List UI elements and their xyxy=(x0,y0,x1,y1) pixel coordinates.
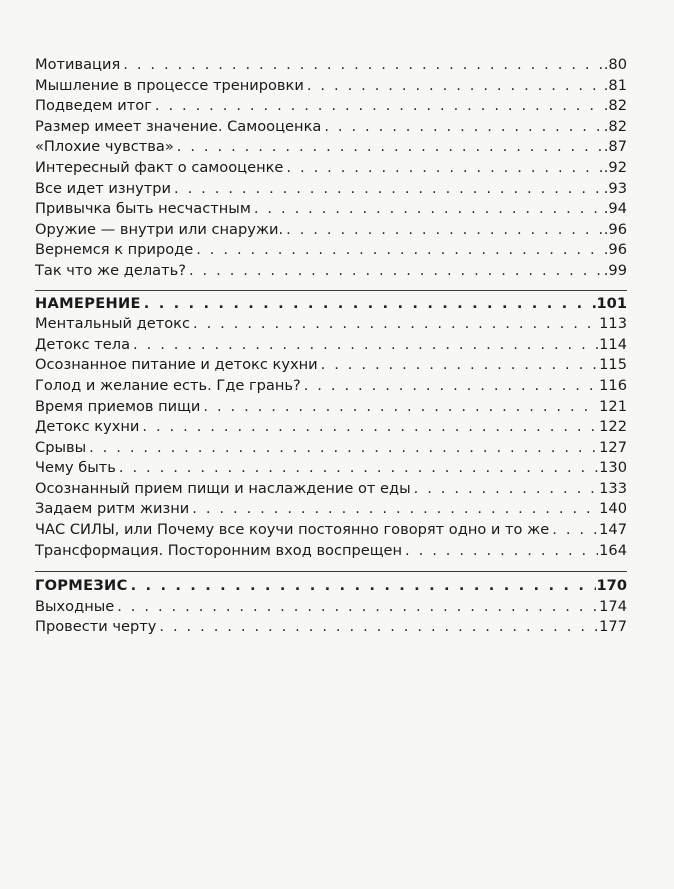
table-of-contents xyxy=(35,55,627,638)
toc-entry[interactable] xyxy=(35,376,627,397)
toc-entry-title: Мышление в процессе тренировки xyxy=(35,76,304,94)
toc-entry-title: Осознанный прием пищи и наслаждение от еды xyxy=(35,479,411,497)
toc-entry[interactable] xyxy=(35,240,627,261)
toc-entry-page: 121 xyxy=(599,397,627,415)
dot-leader xyxy=(119,458,598,479)
dot-leader xyxy=(174,179,603,200)
dot-leader xyxy=(552,520,598,541)
toc-entry-title: Подведем итог xyxy=(35,97,152,115)
dot-leader xyxy=(405,541,598,562)
toc-entry[interactable] xyxy=(35,438,627,459)
dot-leader xyxy=(133,335,598,356)
toc-entry-title: Так что же делать? xyxy=(35,261,186,279)
toc-entry-title: Голод и желание есть. Где грань? xyxy=(35,376,301,394)
dot-leader xyxy=(254,199,603,220)
toc-entry[interactable] xyxy=(35,76,627,97)
toc-section-intention xyxy=(35,294,627,562)
toc-entry-page: .81 xyxy=(603,76,627,94)
dot-leader xyxy=(286,158,602,179)
toc-entry-page: .82 xyxy=(603,97,627,115)
toc-entry[interactable] xyxy=(35,117,627,138)
toc-entry-page: 164 xyxy=(599,541,627,559)
toc-entry-page: 130 xyxy=(599,459,627,477)
dot-leader xyxy=(286,220,603,241)
dot-leader xyxy=(142,417,598,438)
toc-entry-page: 174 xyxy=(599,597,627,615)
section-divider xyxy=(35,290,627,291)
toc-group-intro xyxy=(35,55,627,282)
toc-entry-title: Задаем ритм жизни xyxy=(35,500,190,518)
toc-entry-page: .80 xyxy=(603,56,627,73)
dot-leader xyxy=(123,55,603,76)
toc-entry-page: .99 xyxy=(603,261,627,279)
dot-leader xyxy=(203,397,598,418)
toc-section-heading[interactable] xyxy=(35,294,627,315)
toc-entry[interactable] xyxy=(35,479,627,500)
toc-entry-page: 114 xyxy=(599,335,627,353)
toc-entry[interactable] xyxy=(35,417,627,438)
toc-entry-title: Провести черту xyxy=(35,618,157,636)
toc-entry-title: Осознанное питание и детокс кухни xyxy=(35,356,318,374)
dot-leader xyxy=(117,597,598,618)
toc-entry-title: Вернемся к природе xyxy=(35,241,194,259)
toc-entry-title: Срывы xyxy=(35,438,87,456)
dot-leader xyxy=(89,438,598,459)
dot-leader xyxy=(321,355,599,376)
toc-entry-page: .96 xyxy=(603,220,627,238)
toc-entry-page: .82 xyxy=(603,117,627,135)
toc-entry-title: Мотивация xyxy=(35,56,121,73)
toc-entry[interactable] xyxy=(35,499,627,520)
dot-leader xyxy=(177,137,603,158)
toc-entry-title: Выходные xyxy=(35,597,115,615)
toc-entry-title: «Плохие чувства» xyxy=(35,138,174,156)
toc-entry-page: 140 xyxy=(599,500,627,518)
toc-entry-page: .87 xyxy=(603,138,627,156)
toc-entry[interactable] xyxy=(35,597,627,618)
toc-entry[interactable] xyxy=(35,158,627,179)
toc-entry[interactable] xyxy=(35,179,627,200)
toc-section-heading[interactable] xyxy=(35,576,627,597)
toc-entry-title: Ментальный детокс xyxy=(35,315,191,333)
toc-entry-page: .93 xyxy=(603,179,627,197)
toc-entry[interactable] xyxy=(35,541,627,562)
toc-entry-title: ЧАС СИЛЫ, или Почему все коучи постоянно говорят одно и то же xyxy=(35,521,550,539)
dot-leader xyxy=(193,314,598,335)
dot-leader xyxy=(192,499,598,520)
toc-entry[interactable] xyxy=(35,355,627,376)
toc-entry[interactable] xyxy=(35,261,627,282)
toc-entry-page: 116 xyxy=(599,376,627,394)
toc-entry-title: Детокс кухни xyxy=(35,418,140,436)
toc-entry-page: 147 xyxy=(599,521,627,539)
section-title: НАМЕРЕНИЕ xyxy=(35,294,141,312)
toc-entry-title: Трансформация. Посторонним вход воспрещен xyxy=(35,541,403,559)
dot-leader xyxy=(307,76,603,97)
section-divider xyxy=(35,571,627,572)
toc-entry[interactable] xyxy=(35,137,627,158)
dot-leader xyxy=(144,294,596,315)
toc-entry[interactable] xyxy=(35,96,627,117)
toc-entry-title: Детокс тела xyxy=(35,335,131,353)
toc-entry[interactable] xyxy=(35,397,627,418)
toc-entry-page: 127 xyxy=(599,438,627,456)
dot-leader xyxy=(159,617,598,638)
toc-entry[interactable] xyxy=(35,55,627,76)
toc-entry-title: Оружие — внутри или снаружи. xyxy=(35,220,284,238)
dot-leader xyxy=(324,117,602,138)
toc-entry-title: Время приемов пищи xyxy=(35,397,201,415)
section-title: ГОРМЕЗИС xyxy=(35,577,128,595)
dot-leader xyxy=(196,240,603,261)
toc-entry[interactable] xyxy=(35,335,627,356)
section-page: 101 xyxy=(596,294,627,312)
toc-entry[interactable] xyxy=(35,617,627,638)
toc-entry-page: .92 xyxy=(603,158,627,176)
section-page: 170 xyxy=(596,577,627,595)
toc-entry-title: Размер имеет значение. Самооценка xyxy=(35,117,322,135)
dot-leader xyxy=(155,96,603,117)
toc-entry-page: .96 xyxy=(603,241,627,259)
dot-leader xyxy=(189,261,603,282)
toc-entry-page: 115 xyxy=(599,356,627,374)
toc-entry-title: Чему быть xyxy=(35,459,116,477)
toc-entry-page: .94 xyxy=(603,200,627,218)
toc-entry[interactable] xyxy=(35,314,627,335)
dot-leader xyxy=(304,376,598,397)
dot-leader xyxy=(131,576,596,597)
toc-entry-page: 122 xyxy=(599,418,627,436)
toc-entry-title: Привычка быть несчастным xyxy=(35,200,251,218)
dot-leader xyxy=(414,479,598,500)
toc-entry-title: Интересный факт о самооценке xyxy=(35,158,284,176)
toc-entry[interactable] xyxy=(35,520,627,541)
toc-entry[interactable] xyxy=(35,458,627,479)
toc-entry-title: Все идет изнутри xyxy=(35,179,172,197)
toc-entry[interactable] xyxy=(35,220,627,241)
toc-entry-page: 133 xyxy=(599,479,627,497)
toc-entry[interactable] xyxy=(35,199,627,220)
toc-section-hormesis xyxy=(35,576,627,638)
toc-entry-page: 177 xyxy=(599,618,627,636)
toc-entry-page: 113 xyxy=(599,315,627,333)
